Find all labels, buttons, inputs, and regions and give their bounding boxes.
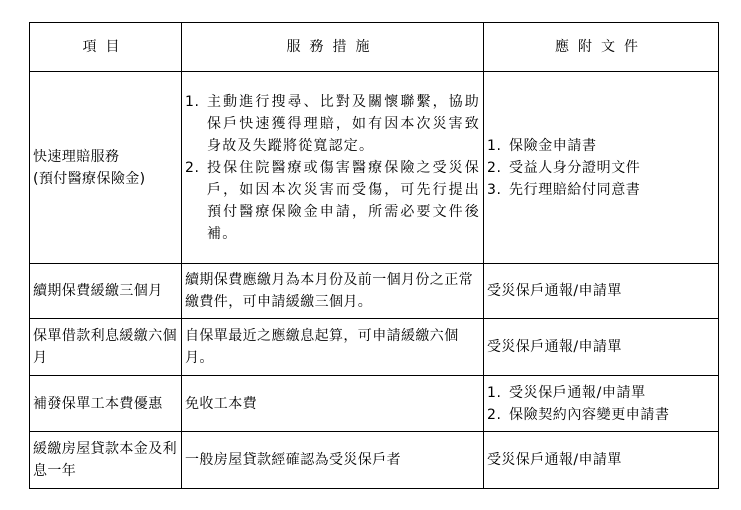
document-text: 受災保戶通報/申請單 bbox=[487, 452, 622, 468]
header-documents: 應附文件 bbox=[484, 23, 719, 72]
measures-cell bbox=[182, 264, 484, 319]
documents-cell bbox=[484, 72, 719, 264]
item-label: 補發保單工本費優惠 bbox=[33, 395, 163, 412]
list-number: 1. bbox=[487, 384, 502, 401]
relief-measures-table bbox=[29, 22, 719, 489]
list-number: 1. bbox=[185, 93, 200, 110]
list-item bbox=[185, 91, 480, 157]
documents-cell bbox=[484, 319, 719, 376]
list-text: 先行理賠給付同意書 bbox=[509, 181, 641, 198]
table-row bbox=[30, 264, 719, 319]
item-label: 續期保費緩繳三個月 bbox=[33, 283, 163, 299]
list-item bbox=[487, 404, 715, 426]
list-number: 1. bbox=[487, 137, 502, 154]
documents-cell bbox=[484, 376, 719, 432]
measures-cell bbox=[182, 72, 484, 264]
measures-cell bbox=[182, 319, 484, 376]
list-text: 主動進行搜尋、比對及關懷聯繫，協助保戶快速獲得理賠，如有因本次災害致身故及失蹤將從寬認定。 bbox=[207, 93, 480, 154]
list-text: 保險契約內容變更申請書 bbox=[509, 406, 670, 423]
list-item bbox=[487, 179, 715, 201]
list-text: 受災保戶通報/申請單 bbox=[509, 384, 646, 401]
table-row bbox=[30, 376, 719, 432]
header-item: 項目 bbox=[30, 23, 182, 72]
list-item bbox=[185, 157, 480, 245]
measures-list bbox=[185, 91, 480, 245]
measure-text: 免收工本費 bbox=[185, 395, 257, 412]
list-item bbox=[487, 382, 715, 404]
document-text: 受災保戶通報/申請單 bbox=[487, 339, 622, 355]
measure-text: 一般房屋貸款經確認為受災保戶者 bbox=[185, 452, 401, 468]
list-number: 3. bbox=[487, 181, 502, 198]
relief-measures-table-container bbox=[29, 22, 719, 489]
measures-cell bbox=[182, 432, 484, 489]
document-text: 受災保戶通報/申請單 bbox=[487, 283, 622, 299]
measure-text: 續期保費應繳月為本月份及前一個月份之正常繳費件，可申請緩繳三個月。 bbox=[185, 272, 473, 310]
documents-list bbox=[487, 382, 715, 426]
measure-text: 自保單最近之應繳息起算，可申請緩繳六個月。 bbox=[185, 328, 459, 366]
list-text: 投保住院醫療或傷害醫療保險之受災保戶，如因本次災害而受傷，可先行提出預付醫療保險金申請，所需必要文件後補。 bbox=[207, 159, 480, 242]
item-label: 緩繳房屋貸款本金及利息一年 bbox=[33, 441, 177, 479]
table-header-row bbox=[30, 23, 719, 72]
item-cell bbox=[30, 376, 182, 432]
documents-cell bbox=[484, 264, 719, 319]
list-number: 2. bbox=[487, 159, 502, 176]
documents-list bbox=[487, 135, 715, 201]
table-row bbox=[30, 432, 719, 489]
list-number: 2. bbox=[185, 159, 200, 176]
item-cell bbox=[30, 72, 182, 264]
list-text: 保險金申請書 bbox=[509, 137, 597, 154]
list-item bbox=[487, 135, 715, 157]
list-item bbox=[487, 157, 715, 179]
item-cell bbox=[30, 319, 182, 376]
table-row bbox=[30, 72, 719, 264]
table-row bbox=[30, 319, 719, 376]
list-number: 2. bbox=[487, 406, 502, 423]
list-text: 受益人身分證明文件 bbox=[509, 159, 641, 176]
item-label: 保單借款利息緩繳六個月 bbox=[33, 328, 177, 366]
measures-cell bbox=[182, 376, 484, 432]
item-cell bbox=[30, 264, 182, 319]
item-label: 快速理賠服務 (預付醫療保險金) bbox=[33, 148, 146, 187]
item-cell bbox=[30, 432, 182, 489]
documents-cell bbox=[484, 432, 719, 489]
header-measures: 服務措施 bbox=[182, 23, 484, 72]
